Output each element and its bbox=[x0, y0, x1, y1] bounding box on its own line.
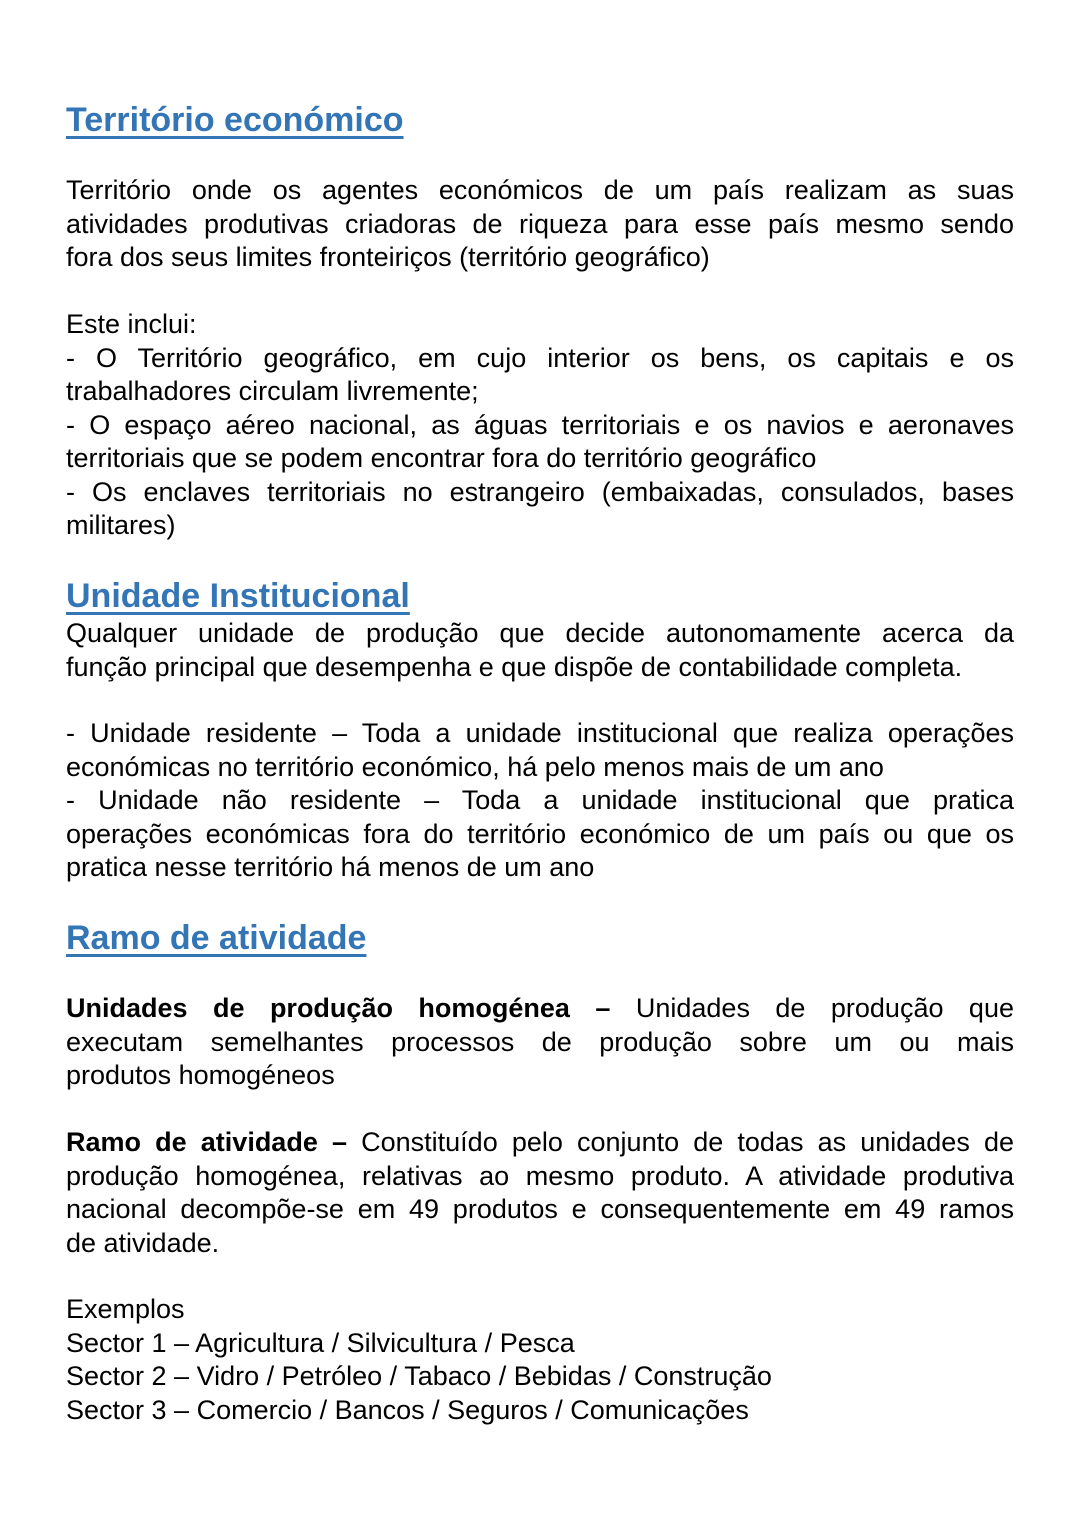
examples-list bbox=[66, 1293, 1014, 1427]
text-line: - O Território geográfico, em cujo interior os bens, os capitais e os bbox=[66, 342, 1014, 373]
definition-unidades-homogenea bbox=[66, 992, 1014, 1093]
text-line: produção homogénea, relativas ao mesmo produto. A atividade produtiva bbox=[66, 1160, 1014, 1191]
text-line: Sector 2 – Vidro / Petróleo / Tabaco / Bebidas / Construção bbox=[66, 1361, 772, 1391]
text-line: militares) bbox=[66, 510, 176, 540]
heading-unidade-institucional: Unidade Institucional bbox=[66, 577, 410, 615]
paragraph-territorio-definition bbox=[66, 174, 1014, 275]
list-territorio-includes bbox=[66, 308, 1014, 543]
text-line bbox=[66, 992, 1014, 1026]
text-line bbox=[66, 1126, 1014, 1160]
text-line: operações económicas fora do território económico de um país ou que os bbox=[66, 818, 1014, 849]
text-line: fora dos seus limites fronteiriços (território geográfico) bbox=[66, 242, 710, 272]
text-line: - O espaço aéreo nacional, as águas territoriais e os navios e aeronaves bbox=[66, 409, 1014, 440]
text-line: territoriais que se podem encontrar fora do território geográfico bbox=[66, 443, 817, 473]
text-line: Exemplos bbox=[66, 1294, 185, 1324]
text-line: Este inclui: bbox=[66, 309, 197, 339]
heading-ramo-de-atividade: Ramo de atividade bbox=[66, 919, 367, 957]
text-line: produtos homogéneos bbox=[66, 1060, 335, 1090]
text-line: trabalhadores circulam livremente; bbox=[66, 376, 479, 406]
term: Ramo de atividade – bbox=[66, 1127, 347, 1157]
text-line: executam semelhantes processos de produção sobre um ou mais bbox=[66, 1026, 1014, 1057]
text-line: - Unidade residente – Toda a unidade institucional que realiza operações bbox=[66, 718, 1014, 748]
heading-territorio-economico: Território económico bbox=[66, 101, 404, 139]
text-line: Sector 3 – Comercio / Bancos / Seguros / Comunicações bbox=[66, 1394, 749, 1425]
text: Unidades de produção que bbox=[635, 993, 1014, 1023]
text-line: atividades produtivas criadoras de riqueza para esse país mesmo sendo bbox=[66, 208, 1014, 239]
list-unidade-types bbox=[66, 717, 1014, 885]
text-line: Sector 1 – Agricultura / Silvicultura / Pesca bbox=[66, 1327, 575, 1358]
paragraph-unidade-definition bbox=[66, 617, 1014, 684]
term: Unidades de produção homogénea – bbox=[66, 993, 611, 1023]
text-line: Qualquer unidade de produção que decide autonomamente acerca da bbox=[66, 618, 1014, 648]
text-line: - Unidade não residente – Toda a unidade institucional que pratica bbox=[66, 785, 1014, 815]
text-line: Território onde os agentes económicos de um país realizam as suas bbox=[66, 175, 1014, 205]
text-line: - Os enclaves territoriais no estrangeiro (embaixadas, consulados, bases bbox=[66, 476, 1014, 507]
text: Constituído pelo conjunto de todas as unidades de bbox=[361, 1127, 1014, 1157]
text-line: económicas no território económico, há pelo menos mais de um ano bbox=[66, 751, 884, 782]
text-line: pratica nesse território há menos de um ano bbox=[66, 852, 595, 882]
text-line: nacional decompõe-se em 49 produtos e consequentemente em 49 ramos bbox=[66, 1194, 1014, 1224]
definition-ramo-de-atividade bbox=[66, 1126, 1014, 1260]
text-line: de atividade. bbox=[66, 1227, 220, 1258]
text-line: função principal que desempenha e que dispõe de contabilidade completa. bbox=[66, 651, 963, 682]
